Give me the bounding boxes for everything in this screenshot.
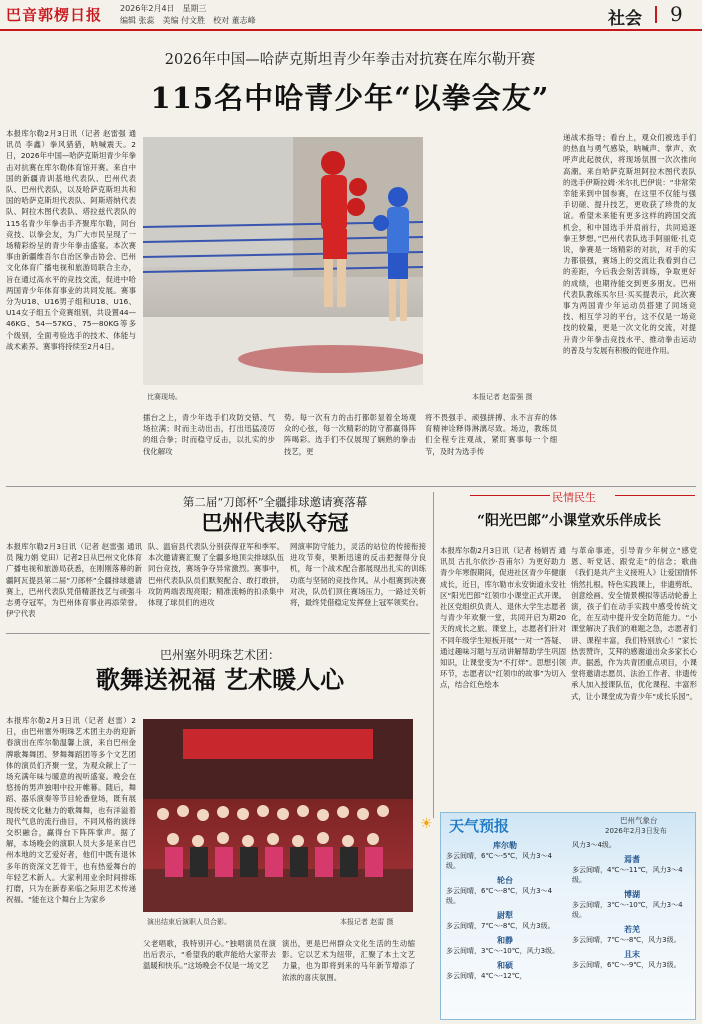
tag-rule-right bbox=[615, 495, 695, 496]
weather-forecast: 风力3～4级。 bbox=[572, 841, 616, 849]
weather-entry bbox=[446, 840, 564, 871]
weather-forecast: 多云间晴，6℃～-9℃，风力3级。 bbox=[572, 961, 681, 969]
weather-entry bbox=[446, 935, 564, 956]
section-name: 社会 bbox=[608, 9, 642, 29]
weather-forecast: 多云间晴，4℃～-11℃，风力3～4级。 bbox=[572, 866, 683, 884]
story3-column-2: 父老唱歌，我特别开心。”独唱演员在演出后表示，“希望我的歌声能给大家带去温暖和快乐。”这场晚会不仅是一场文艺 bbox=[143, 939, 276, 971]
editors-line: 编辑 张蕊 美编 付文胜 校对 董志峰 bbox=[120, 16, 256, 25]
masthead: 巴音郭楞日报 bbox=[6, 6, 103, 24]
weather-forecast: 多云间晴，3℃～-10℃，风力3～4级。 bbox=[572, 901, 683, 919]
weather-entry bbox=[572, 949, 692, 970]
story2-column-2: 队、温宿县代表队分别获得亚军和季军。本次邀请赛汇聚了全疆多地顶尖排球队伍同台竞技，赛场争夺异常激烈。赛事中，巴州代表队队员们默契配合、敢打敢拼，攻防两端表现亮眼；精准流畅的扣杀集中体现了球员们的进攻 bbox=[148, 542, 284, 608]
weather-title: 天气预报 bbox=[449, 817, 510, 835]
story2-headline: 巴州代表队夺冠 bbox=[201, 510, 349, 535]
rule-1 bbox=[6, 486, 696, 487]
story1-column-3: 势。每一次有力的击打都彰显着全场观众的心弦，每一次精彩的防守都赢得阵阵喝彩。选手们不仅展现了娴熟的拳击技艺，更 bbox=[284, 413, 416, 456]
weather-city: 焉耆 bbox=[624, 855, 640, 864]
weather-forecast: 多云间晴，4℃～-12℃， bbox=[446, 972, 527, 980]
weather-city: 且末 bbox=[624, 950, 640, 959]
story4-headline: “阳光巴郎”小课堂欢乐伴成长 bbox=[476, 513, 662, 529]
story2-column-1: 本报库尔勒2月3日讯（记者 赵雷强 通讯员 隗力娟 党田）记者2日从巴州文化体育广播电视和旅游局获悉，在刚刚落幕的新疆阿瓦提县第二届“刀郎杯”全疆排球邀请赛上，巴州代表队凭借精湛技艺与顽强斗志勇夺冠军，为巴州体育事业再添荣誉。伊宁代表 bbox=[6, 542, 142, 619]
rule-2 bbox=[6, 633, 430, 634]
weather-date: 2026年2月3日发布 bbox=[605, 827, 667, 835]
weather-forecast: 多云间晴，3℃～-10℃，风力3级。 bbox=[446, 947, 560, 955]
weather-city: 博湖 bbox=[624, 890, 640, 899]
weather-forecast: 多云间晴，6℃～-8℃，风力3～4级。 bbox=[446, 887, 553, 905]
weather-entry bbox=[446, 875, 564, 906]
story2-column-3: 网演率防守能力，灵活的站位的传接衔接进攻节奏，果断迅速的反击把握得分良机，每一个战术配合都展现出扎实的训练功底与坚韧的竞技作风。从小组赛到决赛对决，队员们顶住赛场压力，一路过关斩将，最终凭借稳定发挥登上冠军领奖台。 bbox=[290, 542, 426, 608]
issue-date: 2026年2月4日 星期三 bbox=[120, 4, 207, 13]
story3-column-1: 本报库尔勒2月3日讯（记者 赵雷）2日，由巴州塞外明珠艺术团主办的迎新春演出在库尔勒温馨上演，来自巴州金牌歌舞舞团、梦舞舞蹈团等多个文艺团体的演员们齐聚一堂，为观众献上了一场充满年味与暖意的视听盛宴。晚会在悠扬的男声独唱中拉开帷幕。随后，舞蹈、器乐演奏等节目轮番登场，既有展现传统文化魅力的歌舞舞，也有洋溢着现代气息的流行曲目，不同风格的演绎交织融合，赢得台下阵阵掌声。据了解，本场晚会的演职人员大多是来自巴州本地的文艺爱好者，他们中既有退休多年的资深文艺骨干，也有热爱舞台的年轻艺术新人。大家利用业余时间排练打磨，只为在新春来临之际用艺术传递祝福。“能在这个舞台上为家乡 bbox=[6, 716, 136, 905]
story3-column-3: 演出，更是巴州群众文化生活的生动缩影。它以艺术为纽带，汇聚了本土文艺力量，也为即将到来的马年新节增添了浓浓的喜庆氛围。 bbox=[282, 939, 415, 982]
boxing-scene bbox=[143, 137, 423, 385]
story1-column-4: 将不畏强手、顽强拼搏、永不言弃的体育精神诠释得淋漓尽致。场边，教练员们全程专注观战，紧盯赛事每一个细节，及时为选手传 bbox=[425, 413, 557, 456]
story4-tag: 民情民生 bbox=[552, 491, 596, 504]
weather-city: 库尔勒 bbox=[493, 841, 517, 850]
group-photo-scene bbox=[143, 719, 413, 912]
performers-photo bbox=[143, 719, 413, 912]
header-rule bbox=[0, 29, 702, 31]
story1-column-2: 擂台之上，青少年选手们攻防交错、气场拉满；时而主动出击，打出迅猛凌厉的组合拳；时而稳守反击，以扎实的步伐化解攻 bbox=[143, 413, 275, 456]
page-number: 9 bbox=[670, 2, 683, 26]
weather-entry bbox=[572, 854, 692, 885]
weather-right-list bbox=[572, 840, 692, 974]
performers-photo-credit: 本报记者 赵雷 摄 bbox=[340, 918, 394, 926]
weather-city: 和静 bbox=[497, 936, 513, 945]
weather-city: 和硕 bbox=[497, 961, 513, 970]
story1-kicker: 2026年中国—哈萨克斯坦青少年拳击对抗赛在库尔勒开赛 bbox=[164, 52, 536, 68]
boxing-photo-caption: 比赛现场。 bbox=[147, 393, 182, 401]
weather-forecast: 多云间晴，7℃～-8℃，风力3级。 bbox=[572, 936, 681, 944]
weather-entry bbox=[572, 924, 692, 945]
story1-headline: 115名中哈青少年“以拳会友” bbox=[150, 81, 550, 115]
section-divider bbox=[655, 6, 657, 23]
vertical-rule bbox=[433, 492, 434, 818]
story3-kicker: 巴州塞外明珠艺术团： bbox=[159, 648, 280, 662]
boxing-photo bbox=[143, 137, 423, 385]
story3-headline: 歌舞送祝福 艺术暖人心 bbox=[95, 665, 345, 694]
weather-left-list bbox=[446, 840, 564, 985]
tag-rule-left bbox=[470, 495, 550, 496]
weather-source: 巴州气象台 bbox=[620, 816, 658, 825]
weather-forecast: 多云间晴，7℃～-8℃，风力3级。 bbox=[446, 922, 555, 930]
boxing-photo-credit: 本报记者 赵雷强 摄 bbox=[472, 393, 533, 401]
weather-entry bbox=[572, 889, 692, 920]
weather-city: 轮台 bbox=[497, 876, 513, 885]
story4-column-2: 与革命事迹，引导青少年树立“感党恩、听党话、跟党走”的信念；歌曲《我们是共产主义接班人》让爱国情怀悄然扎根。特色实践课上，非遗剪纸、创意绘画、安全情景模拟等活动轮番上演，孩子们在动手实践中感受传统文化，在互动中提升安全防范能力。“小课堂解决了我们的难题之急，志愿者们讲、课程丰富，我们特别放心！”家长热衷赞许，艾拜的感谢道出众多家长心声。据悉，作为共青团重点项目，小课堂将邀请志愿员、法治工作者、非遗传承人加入授课队伍，优化课程、丰富形式，让小课堂成为青少年“成长乐园”。 bbox=[571, 546, 697, 701]
weather-city: 若羌 bbox=[624, 925, 640, 934]
weather-entry bbox=[446, 960, 564, 981]
weather-entry bbox=[572, 840, 692, 850]
weather-forecast: 多云间晴，6℃～-5℃，风力3～4级。 bbox=[446, 852, 553, 870]
weather-city: 尉犁 bbox=[497, 911, 513, 920]
story1-column-1: 本报库尔勒2月3日讯（记者 赵雷强 通讯员 李鑫）拳风猎猎，呐喊震天。2日，2026年中国—哈萨克斯坦青少年拳击对抗赛在库尔勒体育馆开赛。来自中国的新疆青训基地代表队、巴州代表队、巴州代表队，以及哈萨克斯坦共和国的哈萨克斯坦代表队、阿斯塔纳代表队、阿拉木图代表队、塔拉兹代表队的115名青少年拳击手齐聚库尔勒，同台竞技、以拳会友，为广大市民呈现了一场精彩纷呈的青少年拳击盛宴。本次赛事由新疆维吾尔自治区拳击协会、巴州文化体育广播电视和旅游局联合主办，旨在通过高水平的竞技交流，促进中哈两国青少年体育事业的共同发展。赛事分为U18、U16男子组和U18、U16、U14女子组五个竞赛组别，共设置44—46KG、54—57KG、75—80KG等多个级别，全面考验选手的技术、体能与战术素养。赛事将持续至2月4日。 bbox=[6, 129, 136, 351]
performers-photo-caption: 演出结束后演职人员合影。 bbox=[147, 918, 231, 926]
story1-right-column: 递战术指导；看台上，观众们被选手们的热血与勇气感染，呐喊声、掌声、欢呼声此起彼伏，将现场氛围一次次推向高潮。来自哈萨克斯坦阿拉木图代表队的选手伊斯拉姆·米尔扎巴伊说：“非常荣幸能来到中国参赛，在这里不仅能与强手切磋、提升技艺，更收获了珍贵的友谊。希望未来能有更多这样的跨国交流机会，和中国选手并肩前行，共同追逐拳王梦想。”巴州代表队选手阿丽娅·扎克说，拳赛是一场精彩的对抗，对手的实力都很强，赛场上的交流让我看到自己的差距，今后我会刻苦训练，争取更好的成绩，也期待能交到更多朋友。巴州代表队教练买尔旦·买买提表示，此次赛事为两国青少年运动员搭建了同场竞技、相互学习的平台，这不仅是一场竞技的较量，更是一次文化的交流，对提升青少年拳击竞技水平、推动拳击运动的普及与发展有积极的促进作用。 bbox=[563, 133, 696, 355]
sun-icon: ☀ bbox=[420, 816, 433, 832]
story2-kicker: 第二届“刀郎杯”全疆排球邀请赛落幕 bbox=[182, 495, 368, 509]
story4-column-1: 本报库尔勒2月3日讯（记者 杨娟宵 通讯员 古扎尔依沙·吾甫尔）为更好助力青少年寒假期间，促进社区青少年健康成长，近日，库尔勒市永安街道永安社区“阳光巴郎”红领巾小课堂正式开课。社区党组织负责人、退休大学生志愿者与青少年欢聚一堂，共同开启为期20天的成长之旅。课堂上，志愿者们针对不同年级学生短板开展“一对一”答疑、通过趣味习题与互动讲解帮助学生巩固知识，让课堂变为“不打烊”。思想引领环节，志愿者以“红领巾的故事”为切入点，结合红色绘本 bbox=[440, 546, 566, 690]
weather-entry bbox=[446, 910, 564, 931]
